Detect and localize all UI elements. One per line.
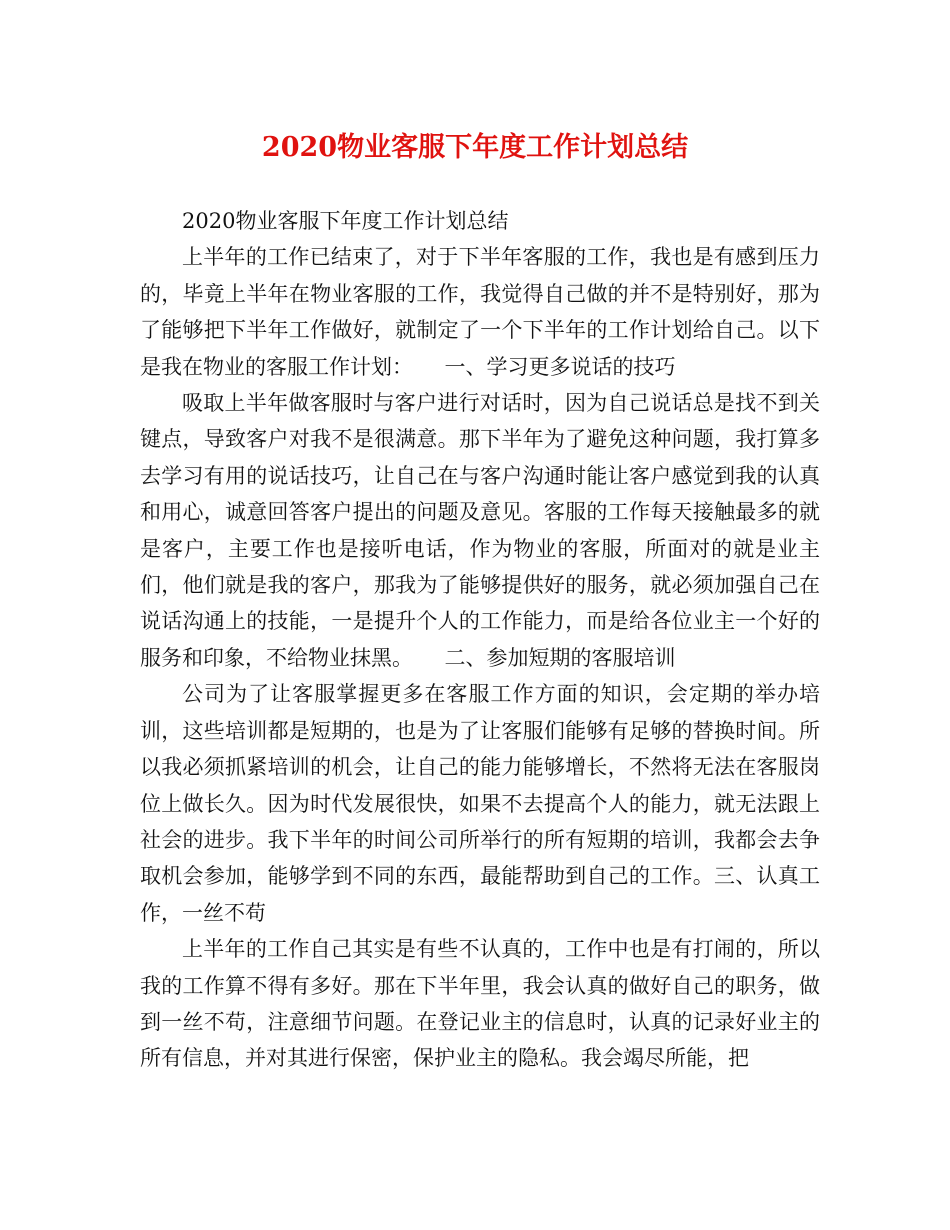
document-body (140, 203, 820, 1077)
paragraph-training: 公司为了让客服掌握更多在客服工作方面的知识，会定期的举办培训，这些培训都是短期的，也是为了让客服们能够有足够的替换时间。所以我必须抓紧培训的机会，让自己的能力能够增长，不然将无法在客服岗位上做长久。因为时代发展很快，如果不去提高个人的能力，就无法跟上社会的进步。我下半年的时间公司所举行的所有短期的培训，我都会去争取机会参加，能够学到不同的东西，最能帮助到自己的工作。三、认真工作，一丝不苟 (140, 682, 820, 925)
paragraph-speaking-skills: 吸取上半年做客服时与客户进行对话时，因为自己说话总是找不到关键点，导致客户对我不是很满意。那下半年为了避免这种问题，我打算多去学习有用的说话技巧，让自己在与客户沟通时能让客户感觉到我的认真和用心，诚意回答客户提出的问题及意见。客服的工作每天接触最多的就是客户，主要工作也是接听电话，作为物业的客服，所面对的就是业主们，他们就是我的客户，那我为了能够提供好的服务，就必须加强自己在说话沟通上的技能，一是提升个人的工作能力，而是给各位业主一个好的服务和印象，不给物业抹黑。 二、参加短期的客服培训 (140, 391, 820, 670)
paragraph-intro: 上半年的工作已结束了，对于下半年客服的工作，我也是有感到压力的，毕竟上半年在物业客服的工作，我觉得自己做的并不是特别好，那为了能够把下半年工作做好，就制定了一个下半年的工作计划给自己。以下是我在物业的客服工作计划： 一、学习更多说话的技巧 (140, 245, 820, 379)
paragraph-diligence: 上半年的工作自己其实是有些不认真的，工作中也是有打闹的，所以我的工作算不得有多好。那在下半年里，我会认真的做好自己的职务，做到一丝不苟，注意细节问题。在登记业主的信息时，认真的记录好业主的所有信息，并对其进行保密，保护业主的隐私。我会竭尽所能，把 (140, 937, 820, 1071)
paragraph-subtitle: 2020物业客服下年度工作计划总结 (182, 209, 509, 233)
document-title: 2020物业客服下年度工作计划总结 (261, 132, 689, 163)
